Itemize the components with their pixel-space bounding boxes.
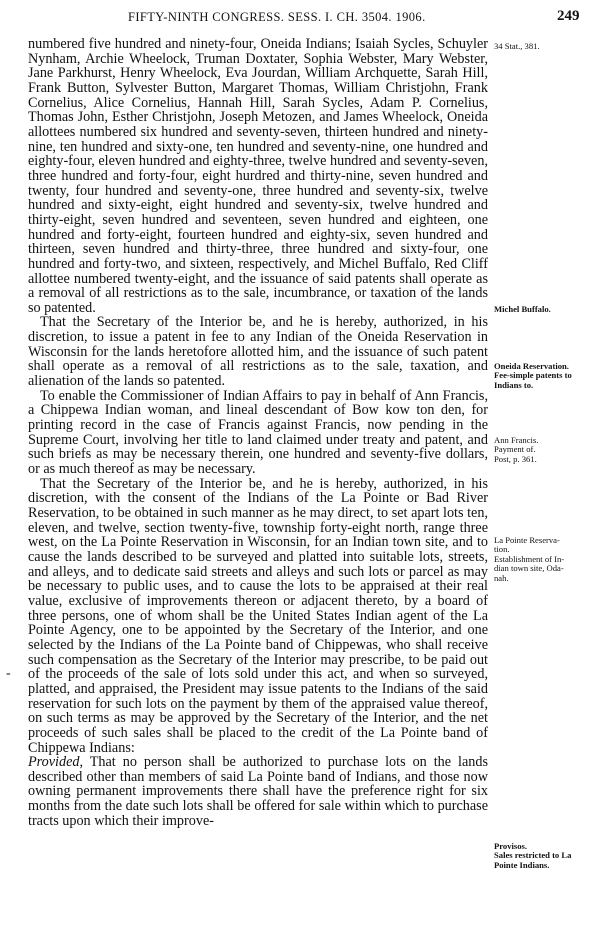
header-title: FIFTY-NINTH CONGRESS. SESS. I. CH. 3504. 1906. [128,10,426,24]
margin-line: Oneida Reservation. [494,361,569,371]
margin-line: Michel Buffalo. [494,304,551,314]
paragraph-oneida-patents: That the Secretary of the Interior be, and he is hereby, authorized, in his discretion, to issue a patent in fee to any Indian of the Oneida Reservation in Wisconsin for the lands heretofore allotted him, and the issuance of such patent shall operate as a removal of all restrictions as to the sale, taxation, and alienation of the lands so patented. [28,314,488,390]
paragraph-la-pointe: That the Secretary of the Interior be, and he is hereby, authorized, in his discretion, with the consent of the Indians of the La Pointe or Bad River Reservation, to be obtained in such manner as he may direct, to set apart lots ten, eleven, and twelve, section twenty-five, township forty-eight north, range three west, on the La Pointe Reservation in Wisconsin, for an Indian town site, and to cause the lands described to be surveyed and platted into suitable lots, streets, and alleys, and to dedicate said streets and alleys and such lots or parcel as may be necessary to public uses, and to cause the lots to be appraised at their real value, exclusive of improvements thereon or adjacent thereto, by a board of three persons, one of whom shall be the United States Indian agent of the La Pointe Agency, one to be appointed by the Secretary of the Interior, and one selected by the Indians of the La Pointe band of Chippewas, who shall receive such compensation as the Secretary of the Interior may prescribe, to be paid out of the proceeds of the sale of lots sold under this act, and when so surveyed, platted, and appraised, the President may issue patents to the Indians of the said reservation for such lots on the payment by them of the appraised value thereof, on such terms as may be approved by the Secretary of the Interior, and the net proceeds of such sales shall be placed to the credit of the La Pointe band of Chippewa Indians: [28,475,488,756]
page-number: 249 [557,8,580,24]
margin-line: Pointe Indians. [494,859,550,870]
running-header [0,8,600,28]
paragraph-proviso [28,755,488,828]
margin-line: Fee-simple patents to [494,370,572,381]
margin-line: nah. [494,572,509,583]
paragraph-allottees: numbered five hundred and ninety-four, Oneida Indians; Isaiah Sycles, Schuyler Nynham, Archie Wheelock, Truman Doxtater, Sophia Webster, Mary Webster, Jane Parkhurst, Henry Wheelock, Eva Jourdan, William Archquette, Sarah Hill, Frank Button, Sylvester Button, Margaret Thomas, William Christjohn, Frank Cornelius, Alice Cornelius, Hannah Hill, Sarah Sycles, Adam P. Cornelius, Thomas John, Esther Christjohn, Joseph Metozen, and James Wheelock, Oneida allottees numbered six hundred and seventy-seven, thirteen hundred and ninety-nine, ten hundred and sixty-one, ten hundred and seventy-nine, one hundred and eighty-four, eleven hundred and eighty-three, twelve hundred and seventy-seven, three hundred and forty-four, eight hurdred and thirty-nine, seven hundred and twenty, four hundred and seventy-one, three hundred and seventy-six, twelve hundred and sixty-eight, eight hundred and seventy-six, twelve hundred and thirty-eight, seven hundred and seventeen, seven hundred and eighteen, one hundred and forty-eight, fourteen hundred and eighty-six, seven hundred and thirteen, seven hundred and thirty-three, three hundred and sixty-four, one hundred and forty-two, and sixteen, respectively, and Michel Buffalo, Red Cliff allottee numbered twenty-eight, and the issuance of said patents shall operate as a removal of all restrictions as to the sale, incumbrance, or taxation of the lands so patented. [28,36,488,316]
stray-dash-mark: - [6,666,11,681]
margin-line: Sales restricted to La [494,850,572,861]
margin-note-la-pointe [494,536,594,583]
margin-note-michel-buffalo [494,305,594,314]
margin-note-stat [494,42,594,51]
margin-line: 34 Stat., 381. [494,41,540,51]
margin-line: dian town site, Oda- [494,563,564,574]
margin-line: Payment of. [494,444,536,455]
margin-line: tion. [494,544,510,555]
margin-line: Provisos. [494,841,528,851]
statute-text [28,37,488,828]
proviso-text: That no person shall be authorized to purchase lots on the lands described other than members of said La Pointe band of Indians, and those now owning permanent improvements there shall have the preference right for six months from the date such lots shall be offered for sale within which to purchase tracts upon which their improve- [28,754,488,829]
margin-line: Post, p. 361. [494,453,537,464]
margin-note-oneida [494,362,594,390]
paragraph-ann-francis: To enable the Commissioner of Indian Affairs to pay in behalf of Ann Francis, a Chippewa Indian woman, and lineal descendant of Bow kow ton den, for printing record in the case of Francis against Francis, now pending in the Supreme Court, involving her title to land claimed under treaty and patent, and such briefs as may be necessary therein, one hundred and seventy-five dollars, or as much thereof as may be necessary. [28,387,488,478]
margin-line: Ann Francis. [494,435,539,445]
margin-line: Establishment of In- [494,553,565,564]
margin-line: Indians to. [494,379,534,390]
margin-line: La Pointe Reserva- [494,535,560,545]
margin-note-provisos [494,842,594,870]
proviso-label: Provided, [28,754,84,771]
margin-note-ann-francis [494,436,594,464]
